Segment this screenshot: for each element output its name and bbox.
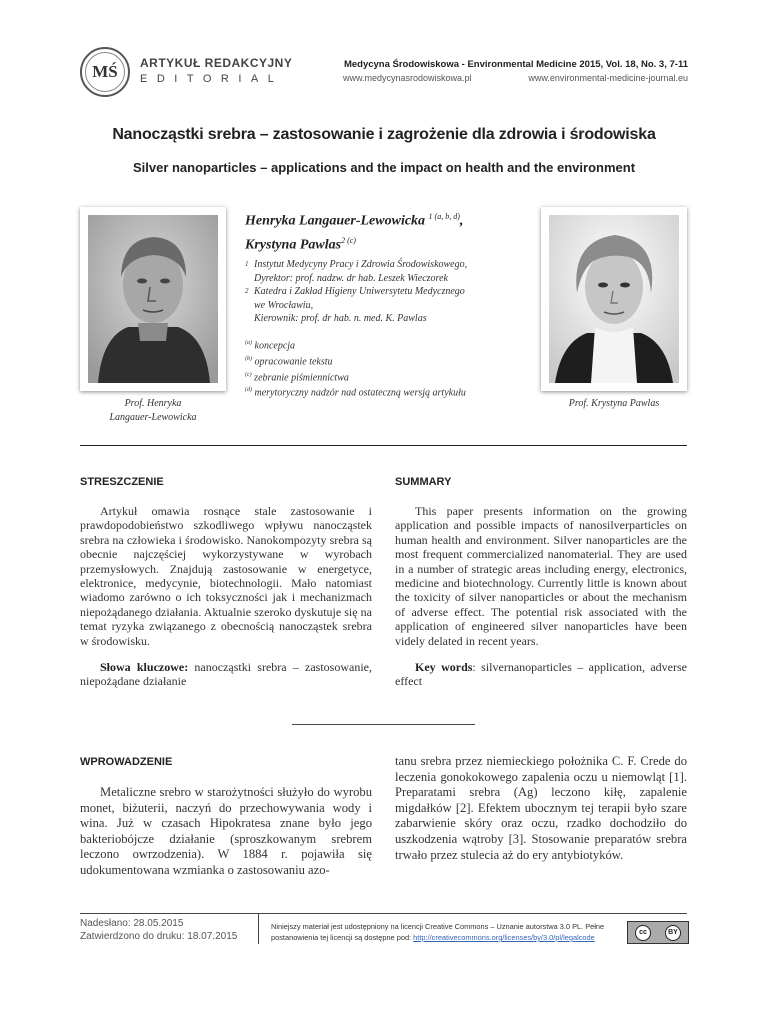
journal-url-en[interactable]: www.environmental-medicine-journal.eu — [528, 73, 688, 83]
author-contributions — [245, 337, 466, 400]
affiliation-2-text — [254, 285, 465, 326]
affiliation-line: we Wrocławiu, — [254, 299, 314, 311]
keywords-en-label: Key words — [415, 660, 473, 674]
keywords-pl-label: Słowa kluczowe: — [100, 660, 189, 674]
author-1-affiliation-marker: 1 (a, b, d) — [428, 212, 460, 221]
photo-caption-right: Prof. Krystyna Pawlas — [568, 398, 660, 409]
article-title-pl: Nanocząstki srebra – zastosowanie i zagrożenie dla zdrowia i środowiska — [112, 126, 656, 143]
keywords-pl — [80, 660, 372, 689]
section-label: ARTYKUŁ REDAKCYJNY — [140, 56, 293, 70]
contribution-item — [245, 369, 466, 385]
affiliation-number: 1 — [245, 260, 249, 268]
contribution-marker: (a) — [245, 340, 252, 346]
contribution-marker: (b) — [245, 355, 252, 362]
introduction-text-right: tanu srebra przez niemieckiego położnika C. F. Crede do leczenia gonokokowego zapalenia oczu u niemowląt [1]. Preparatami srebra (Ag) leczono kiłę, zapalenie migdałków [2]. Efektem ubocznym tej terapii było szare zabarwienie skóry oraz oczu, rzadko dochodziło do uszkodzenia wątroby [3]. Stosowanie preparatów srebra trwało przez stulecia aż do ery antybiotyków. — [395, 754, 687, 862]
portrait-krystyna-graphic — [549, 215, 679, 383]
abstract-end-rule — [292, 724, 475, 725]
contribution-item — [245, 337, 466, 353]
author-2-name: Krystyna Pawlas — [245, 237, 342, 253]
keywords-en-text: : silvernanoparticles – application, adverse effect — [395, 660, 687, 689]
received-date: Nadesłano: 28.05.2015 — [80, 918, 184, 929]
journal-url-pl[interactable]: www.medycynasrodowiskowa.pl — [343, 73, 472, 83]
contribution-text: zebranie piśmiennictwa — [254, 371, 349, 383]
license-line — [271, 932, 623, 943]
author-1-name: Henryka Langauer-Lewowicka — [245, 213, 426, 229]
cc-icon: cc — [635, 925, 651, 941]
author-photo-left — [80, 207, 226, 391]
section-divider — [80, 445, 687, 446]
introduction-heading: WPROWADZENIE — [80, 756, 173, 768]
affiliation-1 — [245, 258, 535, 285]
affiliation-line: Kierownik: prof. dr hab. n. med. K. Pawlas — [254, 313, 427, 324]
author-2-affiliation-marker: 2 (c) — [341, 235, 356, 245]
footer-divider — [258, 914, 259, 944]
approved-date: Zatwierdzono do druku: 18.07.2015 — [80, 931, 238, 942]
contribution-marker: (d) — [245, 387, 252, 394]
section-sublabel: EDITORIAL — [140, 73, 284, 85]
article-title-en: Silver nanoparticles – applications and the impact on health and the environment — [132, 160, 636, 175]
license-link[interactable]: http://creativecommons.org/licenses/by/3.0/pl/legalcode — [413, 933, 595, 942]
affiliation-line: Instytut Medycyny Pracy i Zdrowia Środowiskowego, — [254, 259, 468, 270]
author-1: Henryka Langauer-Lewowicka $^{1 (a, b, d)}$, — [245, 212, 464, 229]
abstract-pl-heading: STRESZCZENIE — [80, 476, 164, 488]
introduction-text-left: Metaliczne srebro w starożytności służyło do wyrobu monet, biżuterii, naczyń do przechowywania wody i wina. Już w czasach Hipokratesa znane było jego bakteriobójcze działanie (sproszkowanym srebrem leczono owrzodzenia). W 1884 r. pojawiła się udokumentowana wzmianka o zastosowaniu azo- — [80, 785, 372, 877]
keywords-pl-text: nanocząstki srebra – zastosowanie, niepożądane działanie — [80, 660, 373, 689]
contribution-item — [245, 353, 466, 369]
abstract-en-text: This paper presents information on the growing application and possible impacts of nanosilverparticles on human health and environment. Silver nanoparticles are the most frequent commercialized nanomaterial. They are used in a number of strategic areas including energy, electronics, medicine and biotechnology. Currently little is known about the toxicity of silver nanoparticles or about the mechanism of adverse effect. The potential risk associated with the application of engineered silver nanoparticles have been videly delated in recent years. — [395, 504, 687, 648]
license-line: Niniejszy materiał jest udostępniony na licencji Creative Commons – Uznanie autorstwa 3.0 PL. Pełne — [271, 922, 605, 931]
portrait-krystyna-image — [549, 215, 679, 383]
abstract-en-heading: SUMMARY — [395, 476, 452, 488]
contribution-text: opracowanie tekstu — [254, 356, 333, 368]
cc-by-badge[interactable] — [627, 921, 689, 944]
portrait-henryka-graphic — [88, 215, 218, 383]
portrait-henryka-image — [88, 215, 218, 383]
abstract-pl-text: Artykuł omawia rosnące stale zastosowanie i prawdopodobieństwo szkodliwego wpływu nanocząstek srebra na człowieka i środowisko. Nanokompozyty srebra są obecnie najczęściej wykorzystywane w wyrobach przemysłowych. Znajdują zastosowanie w energetyce, elektronice, medycynie, biotechnologii. Mało natomiast wiadomo zarówno o ich toksyczności jak i mechanizmach niepożądanego działania. Aktualnie szeroko dyskutuje się na temat ryzyka związanego z obecnością nanocząstek srebra w środowisku. — [80, 504, 372, 648]
author-photo-right — [541, 207, 687, 391]
journal-citation: Medycyna Środowiskowa - Environmental Medicine 2015, Vol. 18, No. 3, 7-11 — [343, 59, 688, 70]
journal-logo-mark: MŚ — [85, 52, 125, 92]
keywords-en — [395, 660, 687, 689]
journal-logo — [80, 47, 130, 97]
contribution-text: merytoryczny nadzór nad ostateczną wersją artykułu — [254, 387, 466, 399]
affiliations — [245, 258, 535, 326]
by-person-icon: BY — [665, 925, 681, 941]
caption-line: Prof. Henryka — [124, 398, 182, 409]
caption-line: Langauer-Lewowicka — [109, 412, 197, 423]
license-notice — [271, 921, 623, 943]
license-text: postanowienia tej licencji są dostępne pod: — [271, 933, 414, 942]
affiliation-2 — [245, 285, 535, 326]
contribution-text: koncepcja — [254, 340, 296, 352]
contribution-marker: (c) — [245, 371, 252, 378]
affiliation-1-text — [254, 258, 467, 285]
article-dates — [80, 917, 237, 943]
affiliation-line: Dyrektor: prof. nadzw. dr hab. Leszek Wieczorek — [254, 272, 448, 284]
contribution-item — [245, 384, 466, 400]
author-list — [245, 207, 463, 254]
footer-rule — [80, 913, 687, 914]
affiliation-line: Katedra i Zakład Higieny Uniwersytetu Medycznego — [254, 286, 465, 297]
affiliation-number: 2 — [245, 287, 249, 295]
photo-caption-left — [80, 397, 226, 425]
author-2 — [245, 231, 463, 255]
